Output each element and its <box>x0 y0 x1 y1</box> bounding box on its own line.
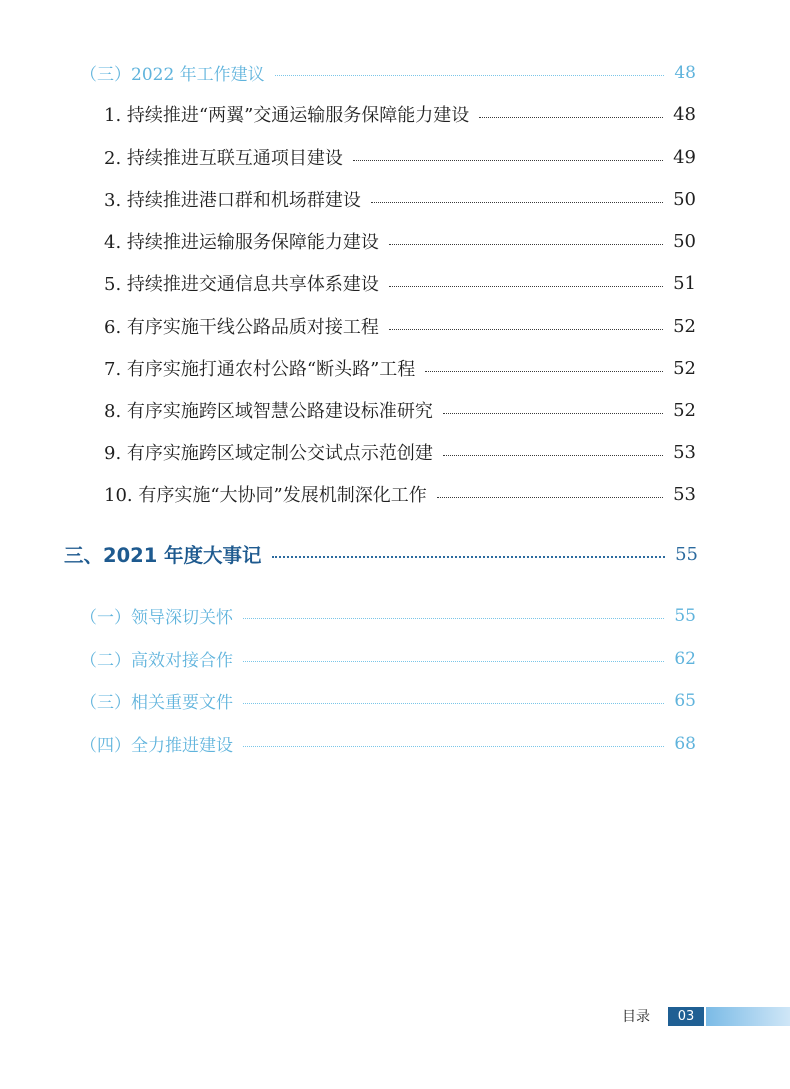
toc-entry-section[interactable] <box>64 540 698 568</box>
toc-page-number: 49 <box>673 146 696 168</box>
toc-entry-subheading[interactable] <box>80 603 696 628</box>
toc-entry-label: （三）2022 年工作建议 <box>80 65 265 85</box>
toc-entry-subheading[interactable] <box>80 731 696 756</box>
toc-entry-item[interactable] <box>104 228 696 254</box>
toc-entry-label: 10. 有序实施“大协同”发展机制深化工作 <box>104 485 427 506</box>
toc-leader-dots <box>371 202 663 203</box>
toc-page-number: 62 <box>674 648 696 669</box>
toc-page-number: 52 <box>673 315 696 337</box>
toc-page-number: 55 <box>674 605 696 626</box>
toc-entry-label: 9. 有序实施跨区域定制公交试点示范创建 <box>104 443 433 464</box>
toc-entry-item[interactable] <box>104 144 696 170</box>
toc-entry-label: 3. 持续推进港口群和机场群建设 <box>104 190 361 211</box>
toc-entry-item[interactable] <box>104 355 696 381</box>
toc-page-number: 50 <box>673 188 696 210</box>
toc-entry-label: 4. 持续推进运输服务保障能力建设 <box>104 232 379 253</box>
toc-leader-dots <box>243 703 664 704</box>
footer-decor-bar <box>706 1007 790 1026</box>
toc-entry-item[interactable] <box>104 397 696 423</box>
toc-entry-label: （二）高效对接合作 <box>80 651 233 671</box>
toc-page-number: 55 <box>675 543 698 565</box>
toc-leader-dots <box>243 661 664 662</box>
footer-page-number: 03 <box>668 1007 704 1026</box>
toc-leader-dots <box>443 413 663 414</box>
toc-leader-dots <box>443 455 663 456</box>
toc-entry-item[interactable] <box>104 439 696 465</box>
toc-leader-dots <box>275 75 665 76</box>
toc-leader-dots <box>272 556 666 558</box>
toc-leader-dots <box>479 117 663 118</box>
toc-entry-label: 6. 有序实施干线公路品质对接工程 <box>104 317 379 338</box>
toc-entry-item[interactable] <box>104 186 696 212</box>
toc-page-number: 53 <box>673 483 696 505</box>
toc-entry-subheading[interactable] <box>80 688 696 713</box>
toc-leader-dots <box>389 329 663 330</box>
toc-leader-dots <box>243 746 664 747</box>
toc-page-number: 68 <box>674 733 696 754</box>
toc-leader-dots <box>389 244 663 245</box>
toc-page-number: 53 <box>673 441 696 463</box>
footer-section-label: 目录 <box>622 1009 650 1025</box>
toc-leader-dots <box>437 497 663 498</box>
toc-entry-label: （三）相关重要文件 <box>80 693 233 713</box>
toc-entry-label: 8. 有序实施跨区域智慧公路建设标准研究 <box>104 401 433 422</box>
toc-entry-label: （四）全力推进建设 <box>80 736 233 756</box>
toc-page-number: 48 <box>673 103 696 125</box>
toc-page-number: 65 <box>674 690 696 711</box>
toc-leader-dots <box>425 371 663 372</box>
toc-page-number: 50 <box>673 230 696 252</box>
toc-section-label: 三、2021 年度大事记 <box>64 544 262 567</box>
toc-entry-item[interactable] <box>104 481 696 507</box>
toc-entry-item[interactable] <box>104 101 696 127</box>
toc-leader-dots <box>389 286 663 287</box>
toc-page-number: 52 <box>673 399 696 421</box>
toc-entry-label: 7. 有序实施打通农村公路“断头路”工程 <box>104 359 416 380</box>
toc-leader-dots <box>353 160 663 161</box>
toc-page-number: 48 <box>674 62 696 83</box>
toc-entry-label: 2. 持续推进互联互通项目建设 <box>104 148 343 169</box>
toc-page-number: 52 <box>673 357 696 379</box>
toc-entry-label: （一）领导深切关怀 <box>80 608 233 628</box>
toc-entry-label: 5. 持续推进交通信息共享体系建设 <box>104 274 379 295</box>
toc-leader-dots <box>243 618 664 619</box>
toc-page-number: 51 <box>673 272 696 294</box>
toc-entry-subheading[interactable] <box>80 60 696 85</box>
toc-entry-label: 1. 持续推进“两翼”交通运输服务保障能力建设 <box>104 105 470 126</box>
toc-entry-item[interactable] <box>104 313 696 339</box>
toc-entry-item[interactable] <box>104 270 696 296</box>
toc-entry-subheading[interactable] <box>80 646 696 671</box>
